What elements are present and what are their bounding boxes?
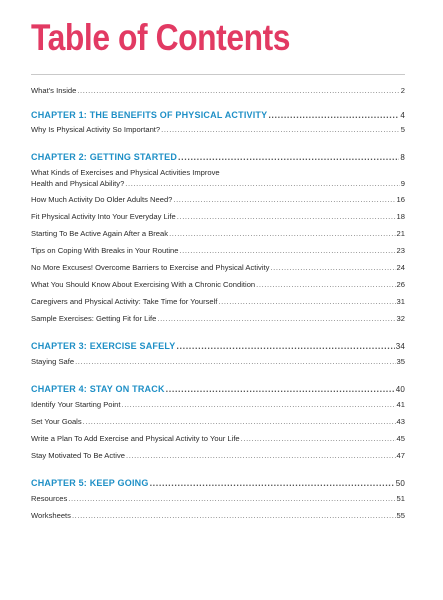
toc-chapter-heading[interactable]	[31, 384, 405, 395]
toc-entry[interactable]	[31, 263, 405, 273]
toc-entry[interactable]	[31, 400, 405, 410]
toc-entry[interactable]	[31, 179, 405, 189]
toc-entry[interactable]	[31, 86, 405, 96]
dot-leader	[77, 86, 399, 96]
dot-leader	[68, 494, 395, 504]
toc-entry-label: Tips on Coping With Breaks in Your Routine	[31, 246, 179, 255]
toc-page-number: 24	[396, 263, 405, 272]
dot-leader	[169, 229, 395, 239]
toc-entry[interactable]	[31, 494, 405, 504]
toc-entry[interactable]	[31, 314, 405, 324]
toc-entry-first-line[interactable]	[31, 168, 405, 178]
toc-page-number: 55	[396, 511, 405, 520]
toc-page-number: 31	[396, 297, 405, 306]
toc-entry[interactable]	[31, 417, 405, 427]
dot-leader	[157, 314, 395, 324]
toc-page-number: 2	[400, 86, 405, 95]
dot-leader	[125, 179, 399, 189]
chapter-label: CHAPTER 3: EXERCISE SAFELY	[31, 341, 176, 351]
toc-entry[interactable]	[31, 212, 405, 222]
toc-page-number: 35	[396, 357, 405, 366]
toc-chapter-heading[interactable]	[31, 341, 405, 352]
dot-leader	[178, 152, 399, 162]
toc-chapter-heading[interactable]	[31, 152, 405, 163]
toc-entry-label: Staying Safe	[31, 357, 75, 366]
toc-page-number: 41	[396, 400, 405, 409]
dot-leader	[179, 246, 395, 256]
toc-entry[interactable]	[31, 125, 405, 135]
dot-leader	[150, 478, 395, 488]
dot-leader	[270, 263, 395, 273]
toc-entry[interactable]	[31, 357, 405, 367]
toc-page-number: 50	[395, 479, 405, 488]
toc-page-number: 5	[400, 125, 405, 134]
toc-page-number: 51	[396, 494, 405, 503]
chapter-label: CHAPTER 4: STAY ON TRACK	[31, 384, 165, 394]
dot-leader	[122, 400, 396, 410]
toc-page-number: 23	[396, 246, 405, 255]
page-title: Table of Contents	[31, 17, 291, 58]
toc-entry-label: Stay Motivated To Be Active	[31, 451, 125, 460]
toc-entry-label: Worksheets	[31, 511, 71, 520]
toc-page-number: 4	[400, 111, 405, 120]
dot-leader	[173, 195, 395, 205]
toc-page-number: 21	[396, 229, 405, 238]
toc-entry-label: What You Should Know About Exercising With a Chronic Condition	[31, 280, 256, 289]
toc-page	[31, 16, 405, 520]
dot-leader	[241, 434, 396, 444]
toc-entry-label: Set Your Goals	[31, 417, 82, 426]
toc-chapter-heading[interactable]	[31, 110, 405, 121]
dot-leader	[177, 212, 396, 222]
toc-entry-label: Identify Your Starting Point	[31, 400, 121, 409]
dot-leader	[256, 280, 395, 290]
toc-entry[interactable]	[31, 511, 405, 521]
toc-entry-label: Why Is Physical Activity So Important?	[31, 125, 161, 134]
toc-page-number: 8	[400, 153, 405, 162]
toc-entry[interactable]	[31, 297, 405, 307]
toc-page-number: 32	[396, 314, 405, 323]
toc-entry[interactable]	[31, 246, 405, 256]
toc-page-number: 9	[400, 179, 405, 188]
chapter-label: CHAPTER 2: GETTING STARTED	[31, 152, 178, 162]
toc-entry-label: What's Inside	[31, 86, 77, 95]
toc-entry-label: Write a Plan To Add Exercise and Physical Activity to Your Life	[31, 434, 240, 443]
dot-leader	[83, 417, 396, 427]
toc-entry-label: Health and Physical Ability?	[31, 179, 125, 188]
toc-chapter-heading[interactable]	[31, 478, 405, 489]
chapter-label: CHAPTER 5: KEEP GOING	[31, 478, 149, 488]
toc-page-number: 45	[396, 434, 405, 443]
dot-leader	[72, 511, 396, 521]
dot-leader	[176, 341, 394, 351]
toc-entry[interactable]	[31, 229, 405, 239]
dot-leader	[268, 110, 399, 120]
toc-entry-label: Fit Physical Activity Into Your Everyday Life	[31, 212, 176, 221]
toc-page-number: 34	[395, 342, 405, 351]
toc-entry[interactable]	[31, 434, 405, 444]
dot-leader	[161, 125, 400, 135]
toc-entry-label: How Much Activity Do Older Adults Need?	[31, 195, 173, 204]
toc-entry-label: Sample Exercises: Getting Fit for Life	[31, 314, 157, 323]
toc-entry[interactable]	[31, 195, 405, 205]
toc-page-number: 18	[396, 212, 405, 221]
toc-entry-label: Resources	[31, 494, 68, 503]
dot-leader	[218, 297, 395, 307]
toc-entry-label: Caregivers and Physical Activity: Take Time for Yourself	[31, 297, 218, 306]
dot-leader	[126, 451, 396, 461]
dot-leader	[166, 384, 395, 394]
toc-page-number: 43	[396, 417, 405, 426]
toc-entry-label: No More Excuses! Overcome Barriers to Exercise and Physical Activity	[31, 263, 270, 272]
toc-entry[interactable]	[31, 451, 405, 461]
toc-entry-label: Starting To Be Active Again After a Break	[31, 229, 169, 238]
chapter-label: CHAPTER 1: THE BENEFITS OF PHYSICAL ACTIVITY	[31, 110, 268, 120]
toc-entry[interactable]	[31, 280, 405, 290]
toc-page-number: 47	[396, 451, 405, 460]
toc-page-number: 40	[395, 385, 405, 394]
dot-leader	[75, 357, 395, 367]
toc-page-number: 26	[396, 280, 405, 289]
title-divider	[31, 74, 405, 75]
toc-page-number: 16	[396, 195, 405, 204]
toc-entry-label: What Kinds of Exercises and Physical Activities Improve	[31, 168, 220, 177]
